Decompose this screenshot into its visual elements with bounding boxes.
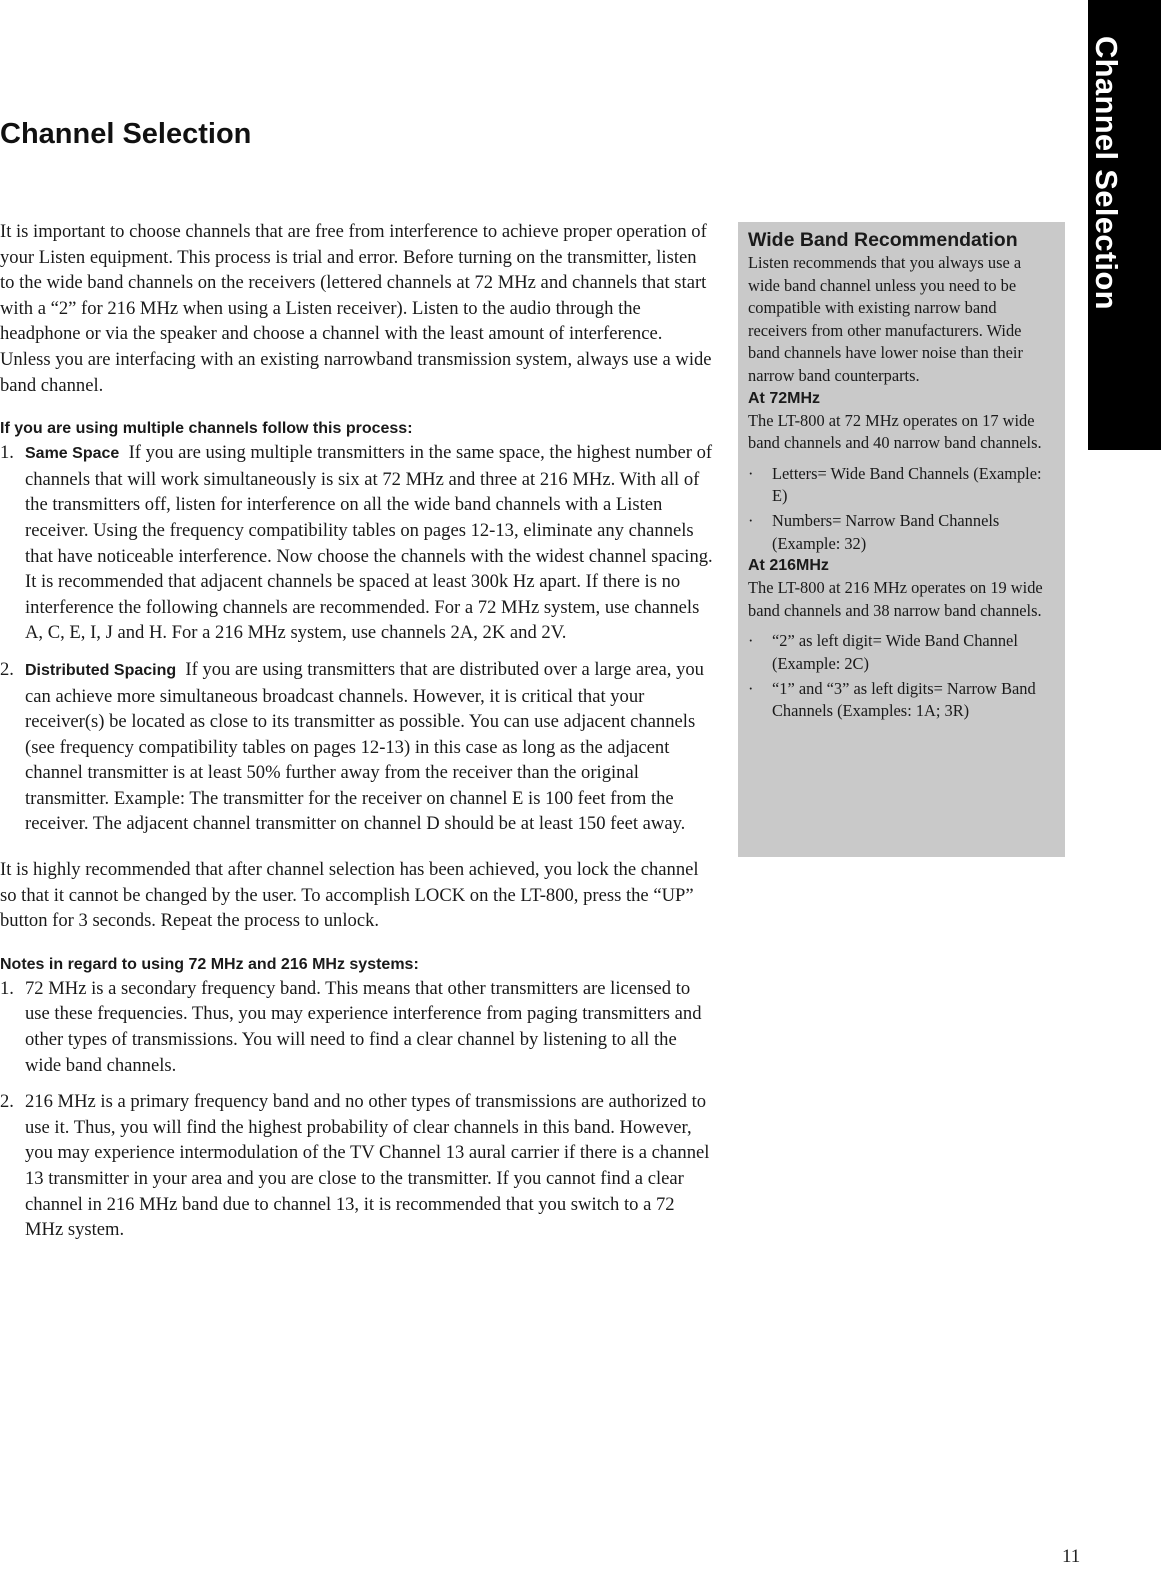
sidebar-title: Wide Band Recommendation: [748, 229, 1018, 251]
bullet-icon: ·: [748, 631, 754, 651]
list-item: [748, 510, 1057, 555]
lock-paragraph: It is highly recommended that after channel selection has been achieved, you lock the channel so that it cannot be changed by the user. To accomplish LOCK on the LT-800, press the “UP” button for 3 seconds. Repeat the process to unlock.: [0, 859, 699, 932]
side-tab-label: Channel Selection: [1089, 36, 1124, 310]
bullet-text: Letters= Wide Band Channels (Example: E): [772, 463, 1042, 506]
sidebar-216mhz-heading: At 216MHz: [748, 557, 829, 575]
page-title: Channel Selection: [0, 118, 252, 150]
page-number: 11: [1062, 1546, 1081, 1567]
bullet-icon: ·: [748, 463, 754, 483]
item-number: 2.: [0, 1091, 14, 1113]
bullet-text: “2” as left digit= Wide Band Channel (Example: 2C): [772, 631, 1018, 673]
bullet-text: “1” and “3” as left digits= Narrow Band Channels (Examples: 1A; 3R): [772, 678, 1036, 721]
intro-paragraph: It is important to choose channels that are free from interference to achieve proper operation of your Listen equipment. This process is trial and error. Before turning on the transmitter, listen to the wide band channels on the receivers (lettered channels at 72 MHz and channels that start with a “2” for 216 MHz when using a Listen receiver). Listen to the audio through the headphone or via the speaker and choose a channel with the least amount of interference. Unless you are interfacing with an existing narrowband transmission system, always use a wide band channel.: [0, 221, 712, 396]
item-number: 2.: [0, 658, 14, 680]
bullet-icon: ·: [748, 678, 754, 698]
list-item: [0, 440, 714, 646]
list-item: [748, 463, 1057, 508]
notes-list: [0, 976, 714, 1243]
list-item: [748, 678, 1057, 723]
multiple-channels-list: [0, 440, 714, 837]
sidebar-216mhz-text: The LT-800 at 216 MHz operates on 19 wide band channels and 38 narrow band channels.: [748, 578, 1043, 620]
list-item: [0, 976, 714, 1078]
sidebar-intro: Listen recommends that you always use a wide band channel unless you need to be compatible with existing narrow band receivers from other manufacturers. Wide band channels have lower noise than their narrow band counterparts.: [748, 253, 1023, 385]
list-item: [0, 657, 714, 837]
item-number: 1.: [0, 442, 14, 464]
item-number: 1.: [0, 977, 14, 999]
list-item: [0, 1089, 714, 1243]
item-text: 72 MHz is a secondary frequency band. This means that other transmitters are licensed to use these frequencies. Thus, you may experience interference from paging transmitters and other types of transmissions. You will need to find a clear channel by listening to all the wide band channels.: [25, 977, 702, 1076]
wide-band-sidebar: [738, 222, 1065, 857]
notes-heading: Notes in regard to using 72 MHz and 216 MHz systems:: [0, 955, 419, 973]
item-term: Distributed Spacing: [25, 661, 177, 679]
item-text: 216 MHz is a primary frequency band and no other types of transmissions are authorized to use it. Thus, you will find the highest probability of clear channels in this band. However, you may experience intermodulation of the TV Channel 13 aural carrier if there is a channel 13 transmitter in your area and you are close to the transmitter. If you cannot find a clear channel in 216 MHz band due to channel 13, it is recommended that you switch to a 72 MHz system.: [25, 1091, 710, 1241]
bullet-text: Numbers= Narrow Band Channels (Example: 32): [772, 510, 1000, 553]
sidebar-72mhz-heading: At 72MHz: [748, 389, 821, 407]
multiple-channels-heading: If you are using multiple channels follow this process:: [0, 420, 413, 438]
sidebar-72mhz-text: The LT-800 at 72 MHz operates on 17 wide band channels and 40 narrow band channels.: [748, 410, 1042, 453]
sidebar-72mhz-list: [748, 463, 1057, 555]
item-text: If you are using transmitters that are distributed over a large area, you can achieve more simultaneous broadcast channels. However, it is critical that your receiver(s) be located as close to its transmitter as possible. You can use adjacent channels (see frequency compatibility tables on pages 12-13) in this case as long as the adjacent channel transmitter is at least 50% further away from the receiver than the original transmitter. Example: The transmitter for the receiver on channel E is 100 feet from the receiver. The adjacent channel transmitter on channel D should be at least 150 feet away.: [25, 658, 704, 835]
side-tab: [1088, 0, 1161, 450]
sidebar-216mhz-list: [748, 630, 1057, 722]
main-column: [0, 219, 714, 1243]
item-term: Same Space: [25, 445, 120, 463]
list-item: [748, 630, 1057, 675]
item-text: If you are using multiple transmitters in the same space, the highest number of channels that will work simultaneously is six at 72 MHz and three at 216 MHz. With all of the transmitters off, listen for interference on all the wide band channels with a Listen receiver. Using the frequency compatibility tables on pages 12-13, eliminate any channels that have noticeable interference. Now choose the channels with the widest channel spacing. It is recommended that adjacent channels be spaced at least 300k Hz apart. If there is no interference the following channels are recommended. For a 72 MHz system, use channels A, C, E, I, J and H. For a 216 MHz system, use channels 2A, 2K and 2V.: [25, 442, 713, 644]
bullet-icon: ·: [748, 510, 754, 530]
